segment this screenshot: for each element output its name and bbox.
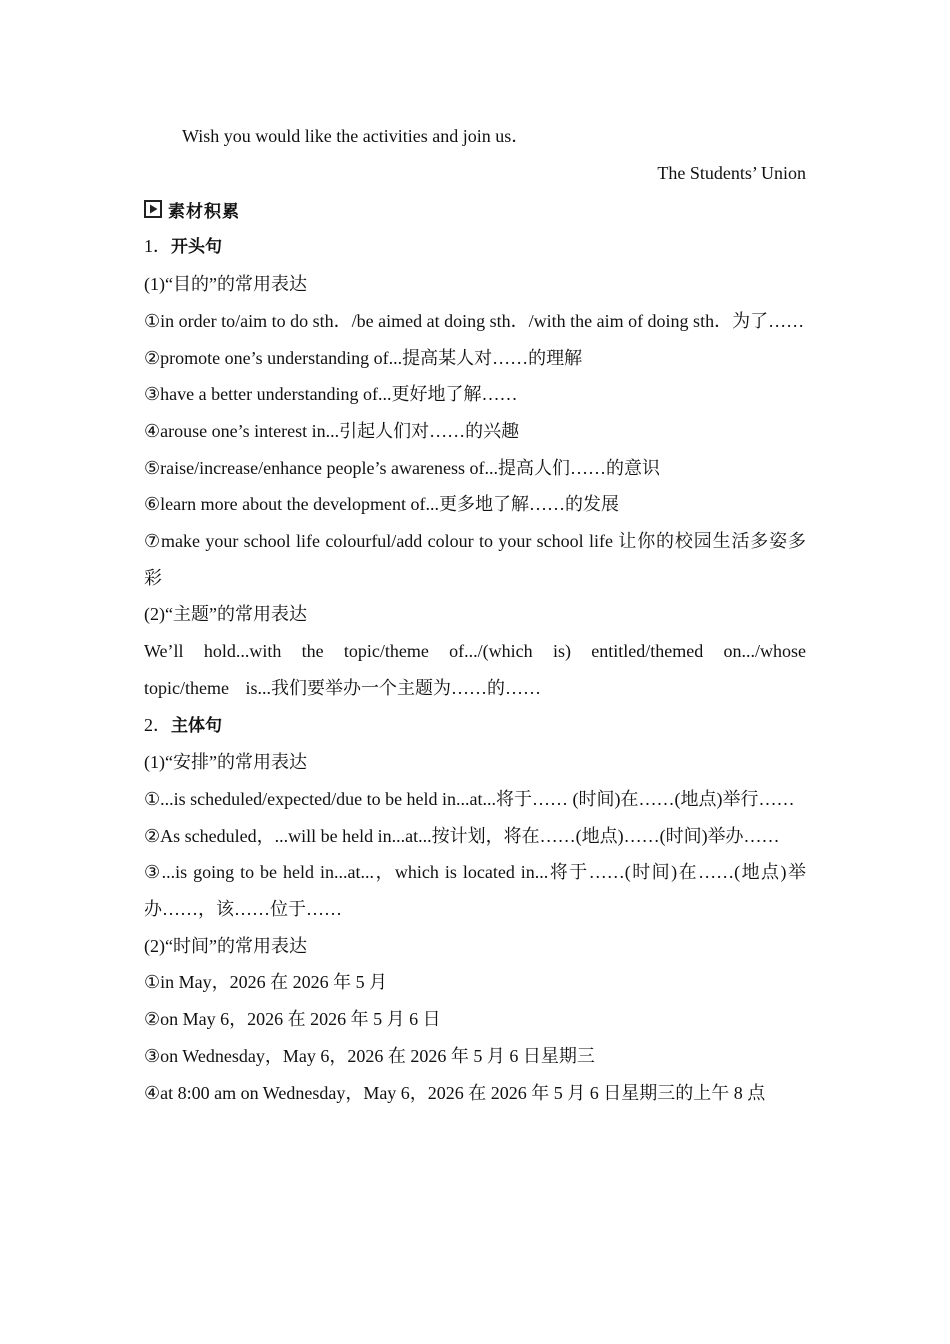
- list-item: ①in order to/aim to do sth．/be aimed at doing sth．/with the aim of doing sth．为了……: [144, 310, 805, 331]
- section-title: 素材积累: [168, 201, 240, 222]
- list-item: ②on May 6，2026 在 2026 年 5 月 6 日: [144, 1009, 441, 1030]
- list-item: ⑤raise/increase/enhance people’s awareness of...提高人们……的意识: [144, 457, 660, 478]
- part1-title: 开头句: [171, 237, 222, 258]
- closing-wish: Wish you would like the activities and join us．: [182, 126, 530, 146]
- part2-heading: [144, 707, 806, 745]
- part1-sub1-heading: (1)“目的”的常用表达: [144, 274, 307, 295]
- list-item: ④arouse one’s interest in...引起人们对……的兴趣: [144, 420, 520, 441]
- list-item: ①...is scheduled/expected/due to be held in...at...将于…… (时间)在……(地点)举行……: [144, 788, 795, 809]
- list-item: ④at 8:00 am on Wednesday，May 6，2026 在 2026 年 5 月 6 日星期三的上午 8 点: [144, 1082, 766, 1103]
- part1-heading: [144, 228, 806, 266]
- part1-sub2-heading: (2)“主题”的常用表达: [144, 604, 307, 625]
- theme-paragraph: We’ll hold...with the topic/theme of.../(which is) entitled/themed on.../whose topic/theme is...我们要举办一个主题为……的……: [144, 641, 806, 698]
- part2-number: 2．: [144, 714, 171, 735]
- document-page: [144, 118, 806, 1111]
- list-item: ①in May，2026 在 2026 年 5 月: [144, 972, 388, 993]
- list-item: ②promote one’s understanding of...提高某人对……的理解: [144, 347, 583, 368]
- list-item: ②As scheduled，...will be held in...at...按计划，将在……(地点)……(时间)举办……: [144, 825, 780, 846]
- list-item: ③...is going to be held in...at...，which is located in...将于……(时间)在……(地点)举办……，该……位于……: [144, 862, 806, 920]
- list-item: ③on Wednesday，May 6，2026 在 2026 年 5 月 6 日星期三: [144, 1045, 595, 1066]
- part2-sub1-heading: (1)“安排”的常用表达: [144, 752, 307, 773]
- part2-sub2-heading: (2)“时间”的常用表达: [144, 935, 307, 956]
- part2-title: 主体句: [171, 715, 222, 736]
- part1-number: 1．: [144, 236, 171, 257]
- section-header: [144, 193, 806, 225]
- list-item: ⑦make your school life colourful/add colour to your school life 让你的校园生活多姿多彩: [144, 531, 806, 588]
- list-item: ③have a better understanding of...更好地了解……: [144, 384, 518, 405]
- closing-signature: The Students’ Union: [657, 162, 806, 183]
- play-icon: [144, 200, 162, 218]
- list-item: ⑥learn more about the development of...更多地了解……的发展: [144, 494, 620, 515]
